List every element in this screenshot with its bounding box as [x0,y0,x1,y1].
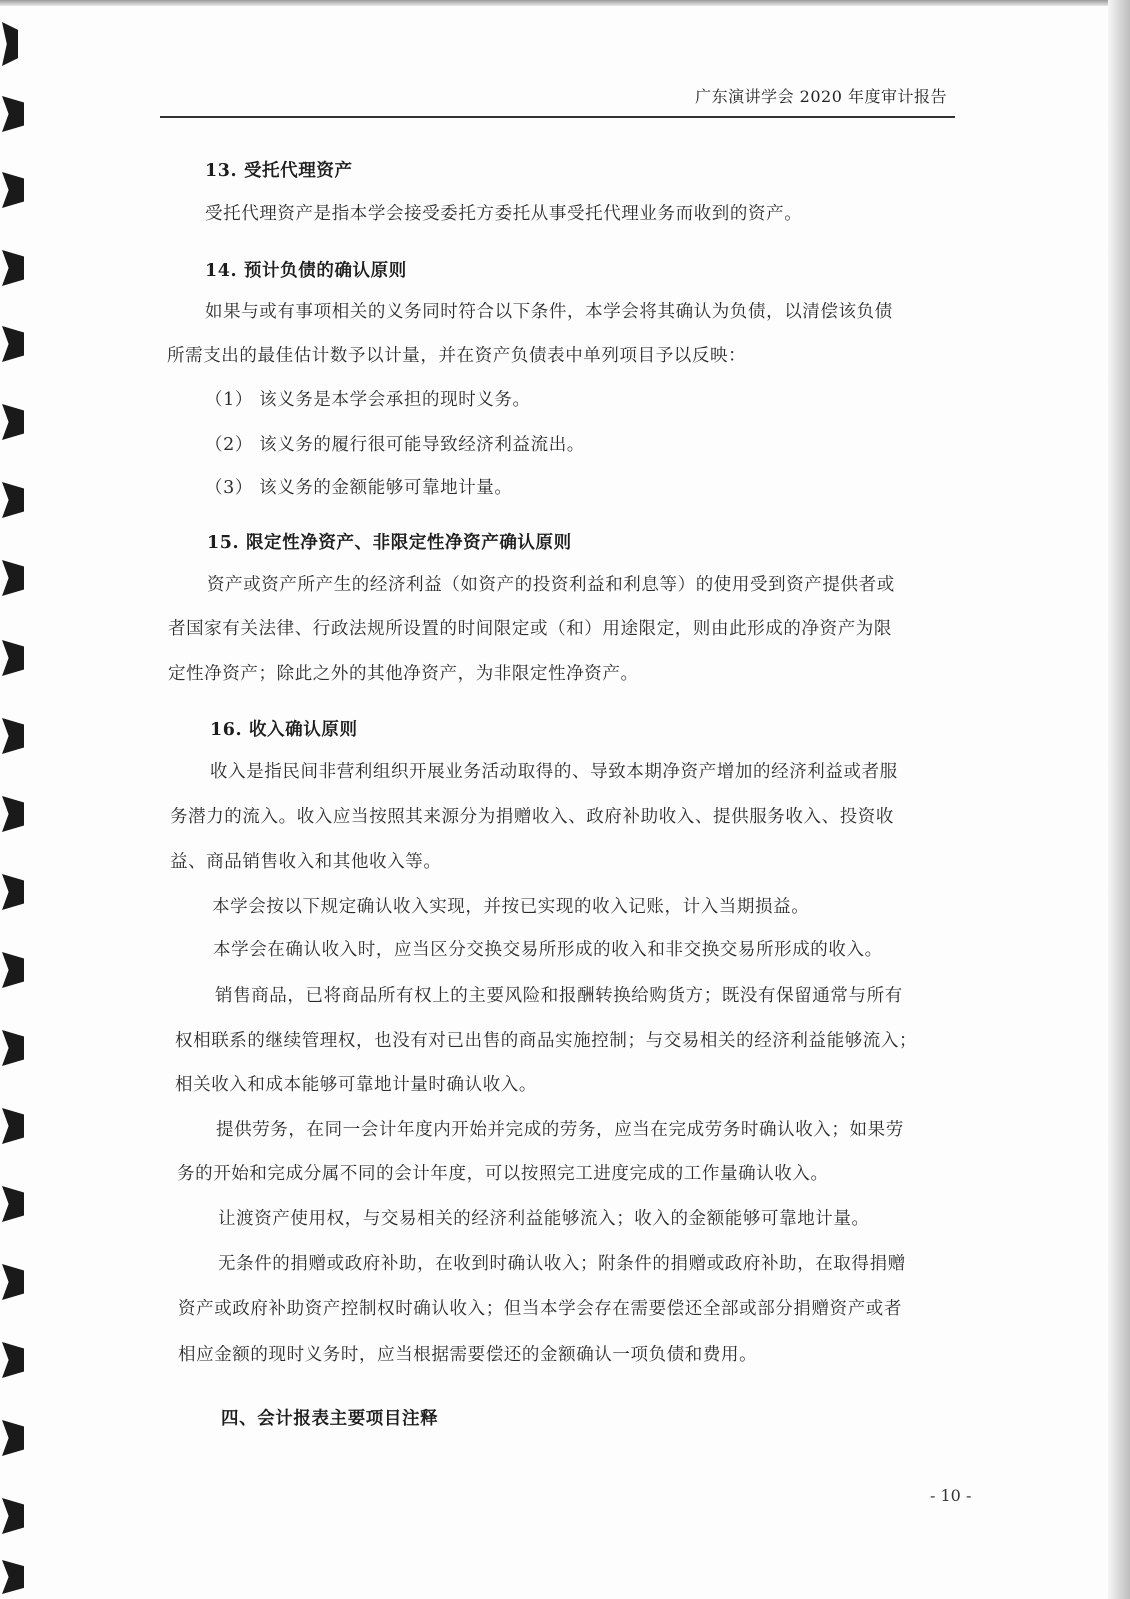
paragraph-line: 本学会按以下规定确认收入实现，并按已实现的收入记账，计入当期损益。 [212,897,810,917]
paragraph-line: 相关收入和成本能够可靠地计量时确认收入。 [175,1075,537,1095]
list-item: （3） 该义务的金额能够可靠地计量。 [205,478,513,498]
paragraph-line: 本学会在确认收入时，应当区分交换交易所形成的收入和非交换交易所形成的收入。 [213,940,883,960]
paragraph-line: 销售商品，已将商品所有权上的主要风险和报酬转换给购货方；既没有保留通常与所有 [215,986,903,1006]
section-heading-4: 四、会计报表主要项目注释 [221,1409,439,1429]
paragraph-line: 权相联系的继续管理权，也没有对已出售的商品实施控制；与交易相关的经济利益能够流入； [175,1031,918,1051]
section-heading-13: 13. 受托代理资产 [205,161,353,181]
list-item: （2） 该义务的履行很可能导致经济利益流出。 [205,435,585,455]
section-heading-14: 14. 预计负债的确认原则 [205,261,407,281]
paragraph-line: 如果与或有事项相关的义务同时符合以下条件，本学会将其确认为负债，以清偿该负债 [205,302,893,322]
paragraph-line: 受托代理资产是指本学会接受委托方委托从事受托代理业务而收到的资产。 [205,204,803,224]
report-title: 广东演讲学会 2020 年度审计报告 [695,87,947,106]
paragraph-line: 让渡资产使用权，与交易相关的经济利益能够流入；收入的金额能够可靠地计量。 [218,1209,870,1229]
paragraph-line: 相应金额的现时义务时，应当根据需要偿还的金额确认一项负债和费用。 [178,1345,758,1365]
paragraph-line: 提供劳务，在同一会计年度内开始并完成的劳务，应当在完成劳务时确认收入；如果劳 [216,1120,904,1140]
paragraph-line: 收入是指民间非营利组织开展业务活动取得的、导致本期净资产增加的经济利益或者服 [210,762,898,782]
section-heading-15: 15. 限定性净资产、非限定性净资产确认原则 [207,533,572,553]
paragraph-line: 益、商品销售收入和其他收入等。 [170,852,442,872]
list-item: （1） 该义务是本学会承担的现时义务。 [205,390,531,410]
paragraph-line: 无条件的捐赠或政府补助，在收到时确认收入；附条件的捐赠或政府补助，在取得捐赠 [218,1254,906,1274]
paragraph-line: 务潜力的流入。收入应当按照其来源分为捐赠收入、政府补助收入、提供服务收入、投资收 [170,807,894,827]
section-heading-16: 16. 收入确认原则 [210,720,358,740]
paragraph-line: 者国家有关法律、行政法规所设置的时间限定或（和）用途限定，则由此形成的净资产为限 [168,619,892,639]
page-number: - 10 - [930,1486,972,1505]
paragraph-line: 所需支出的最佳估计数予以计量，并在资产负债表中单列项目予以反映： [167,346,747,366]
paragraph-line: 定性净资产；除此之外的其他净资产，为非限定性净资产。 [168,664,639,684]
paragraph-line: 务的开始和完成分属不同的会计年度，可以按照完工进度完成的工作量确认收入。 [177,1164,829,1184]
paragraph-line: 资产或政府补助资产控制权时确认收入；但当本学会存在需要偿还全部或部分捐赠资产或者 [178,1299,902,1319]
paragraph-line: 资产或资产所产生的经济利益（如资产的投资利益和利息等）的使用受到资产提供者或 [207,575,895,595]
